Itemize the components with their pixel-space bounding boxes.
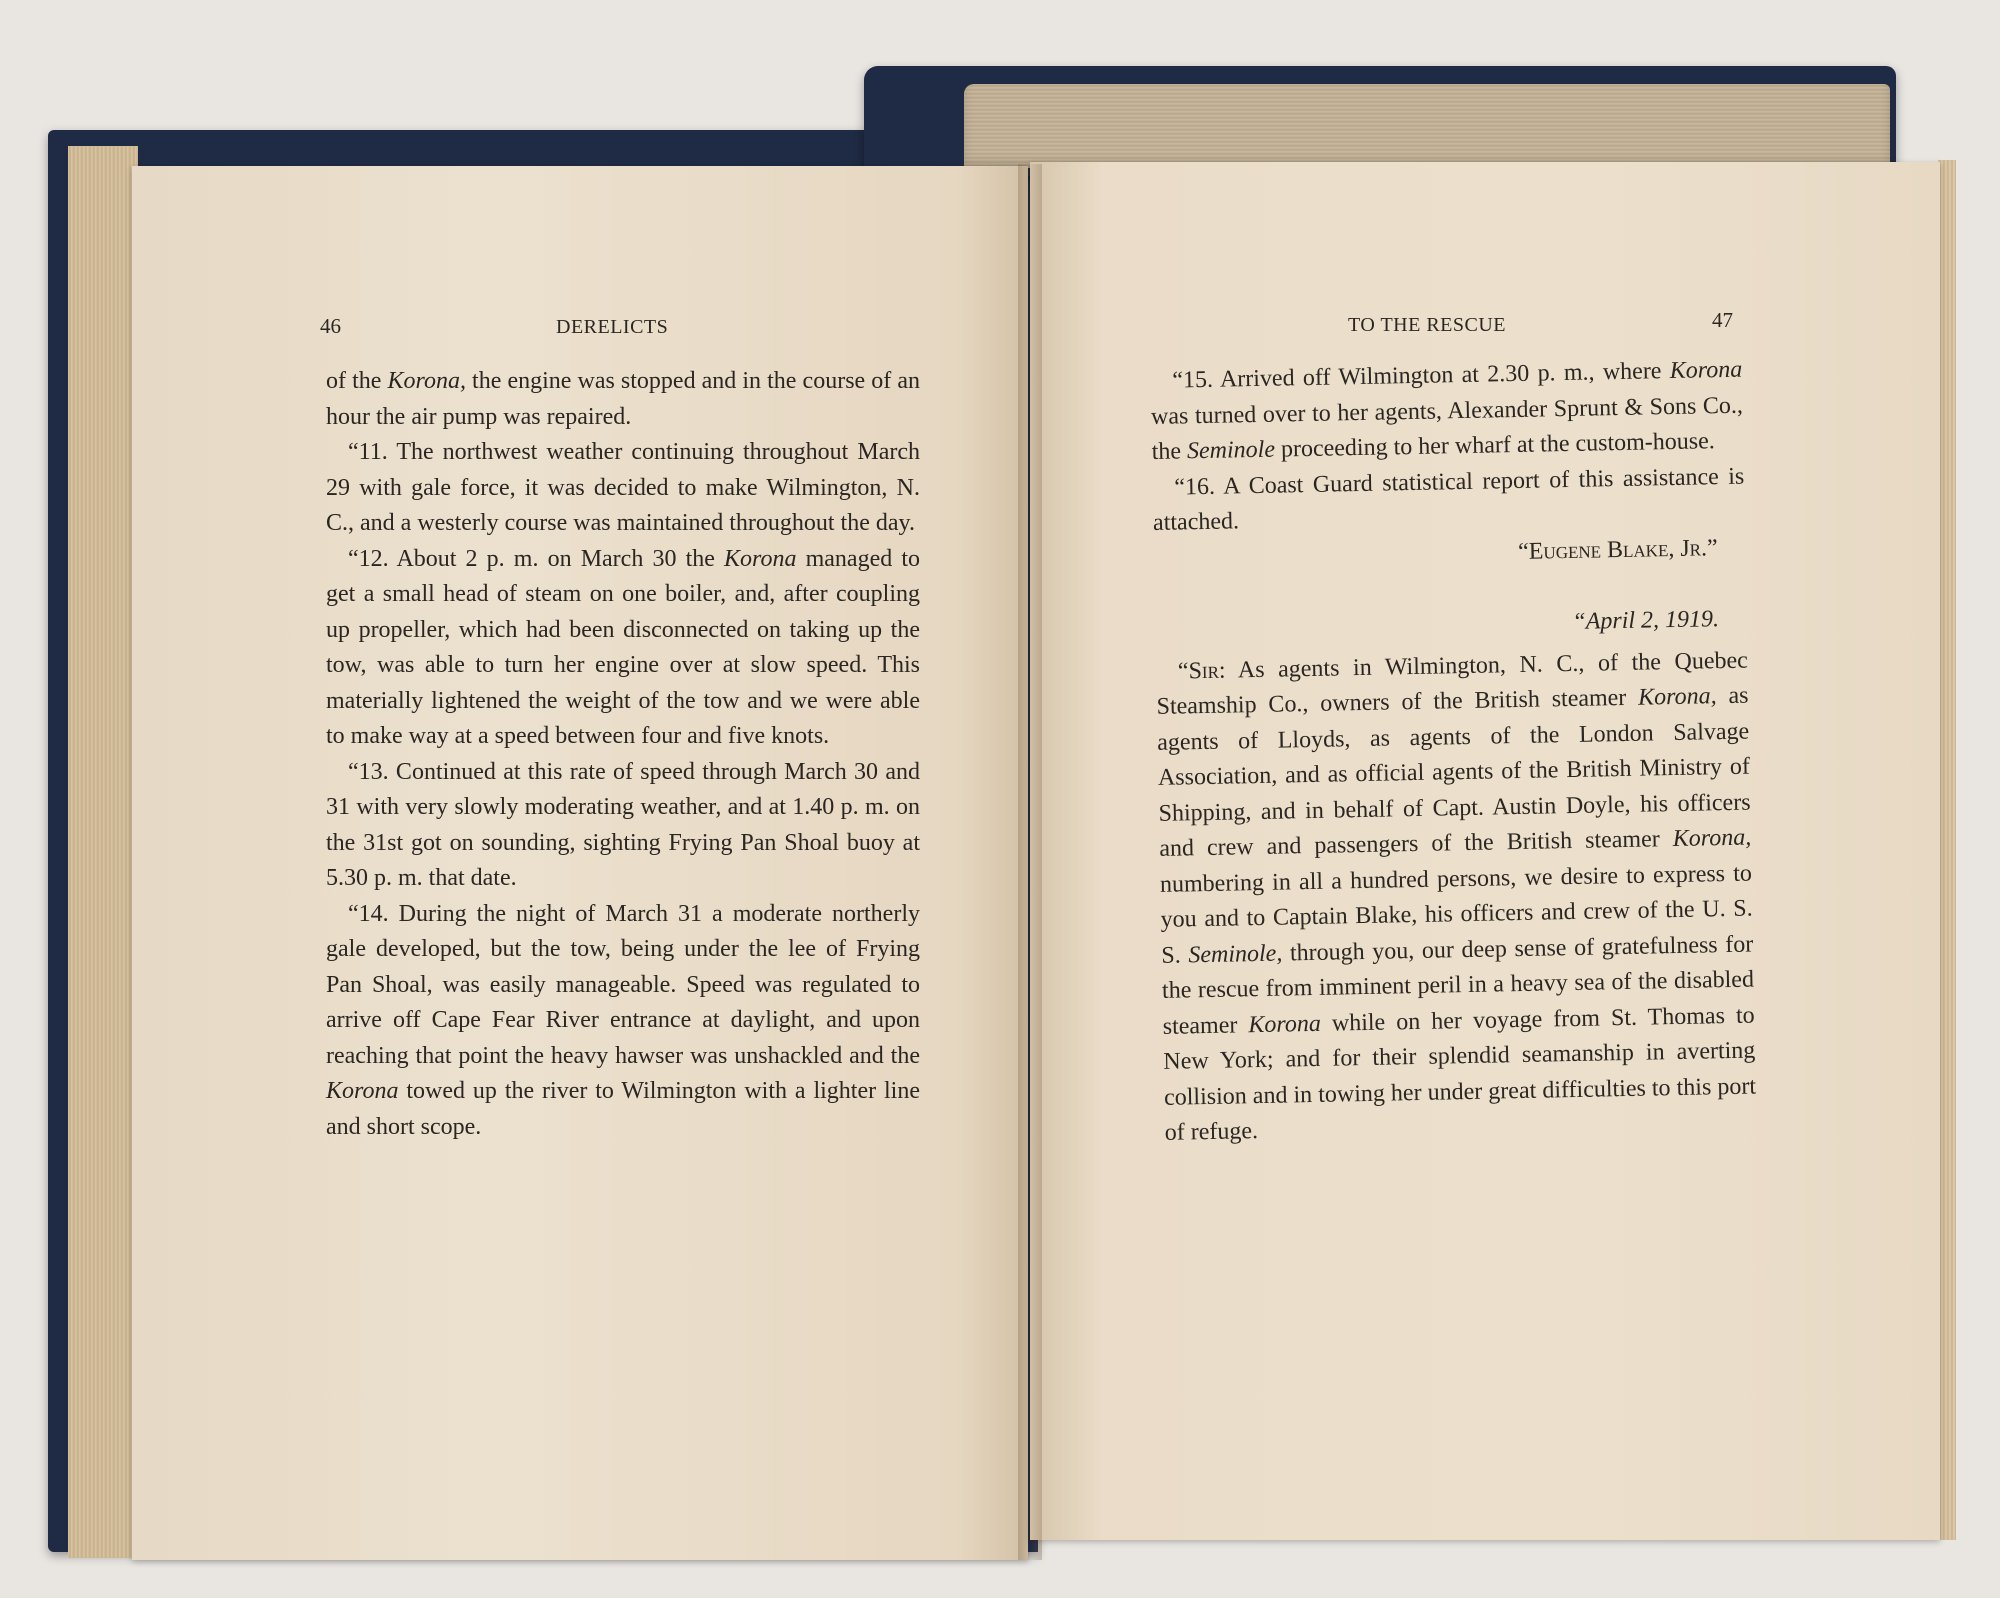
right-running-head: TO THE RESCUE [1348,314,1506,336]
paragraph-14 [326,897,920,1146]
right-page-body [1150,353,1757,1152]
ship-name: Seminole, [1188,940,1283,968]
text-run: “15. Arrived off Wilmington at 2.30 p. m., where [1172,358,1671,394]
text-run: towed up the river to Wilmington with a lighter line and short scope. [326,1078,920,1140]
paragraph-12 [326,542,920,755]
text-run: the engine was stopped and in the course of an hour the air pump was repaired. [326,368,920,430]
text-run: proceeding to her wharf at the custom-house. [1274,428,1716,463]
text-run: managed to get a small head of steam on one boiler, and, after coupling up propeller, which had been disconnected on taking up the tow, was able to turn her engine over at slow speed. This materially lightened the weight of the tow and we were able to make way at a speed between four and five knots. [326,545,921,749]
signature: “Eugene Blake, Jr.” [1517,534,1718,565]
letter-date: “April 2, 1919. [1572,606,1720,635]
page-edges-left [68,146,138,1558]
right-page-number: 47 [1712,308,1733,332]
page-edges-top [964,84,1890,168]
text-run: while on her voyage from St. Thomas to New York; and for their splendid seamanship in averting collision and in towing her under great difficulties to this port of refuge. [1163,1002,1757,1146]
ship-name: Seminole [1186,436,1276,465]
text-run: was turned over to her agents, Alexander Sprunt & Sons Co., the [1150,392,1744,465]
ship-name: Korona [724,545,797,572]
book-gutter [1018,164,1042,1560]
page-edges-right [1938,160,1956,1540]
ship-name: Korona, [1637,683,1717,711]
salutation: “Sir: [1177,657,1226,685]
paragraph-13: “13. Continued at this rate of speed through March 30 and 31 with very slowly moderating weather, and at 1.40 p. m. on the 31st got on sounding, sighting Frying Pan Shoal buoy at 5.30 p. m. that date. [326,758,920,891]
ship-name: Korona [1248,1010,1322,1038]
text-run: “12. About 2 p. m. on March 30 the [348,545,725,572]
left-running-head: DERELICTS [556,316,669,338]
paragraph-16: “16. A Coast Guard statistical report of this assistance is attached. [1152,463,1745,536]
text-run: through you, our deep sense of gratefulness for the rescue from imminent peril in a heavy sea of the disabled steamer [1161,931,1755,1040]
ship-name: Korona, [1672,824,1752,853]
ship-name: Korona [1669,356,1743,385]
paragraph-11: “11. The northwest weather continuing throughout March 29 with gale force, it was decided to make Wilmington, N. C., and a westerly course was maintained throughout the day. [326,439,920,536]
text-run: “14. During the night of March 31 a moderate northerly gale developed, but the tow, being under the lee of Frying Pan Shoal, was easily manageable. Speed was regulated to arrive off Cape Fear River entrance at daylight, and upon reaching that point the heavy hawser was unshackled and the [326,900,920,1069]
ship-name: Korona [326,1078,399,1104]
paragraph-15 [1150,353,1744,471]
text-run: numbering in all a hundred persons, we desire to express to you and to Captain Blake, his officers and crew of the U. S. S. [1159,860,1753,969]
left-page-body [326,364,920,1145]
left-page-number: 46 [320,314,341,338]
ship-name: Korona, [387,368,466,394]
paragraph [326,364,920,435]
text-run: as agents of Lloyds, as agents of the London Salvage Association, and as official agents of the British Ministry of Shipping, and in behalf of Capt. Austin Doyle, his officers and crew and passengers of the British steamer [1157,682,1751,862]
text-run: As agents in Wilmington, N. C., of the Quebec Steamship Co., owners of the British steamer [1156,647,1749,720]
text-run: of the [326,368,388,394]
letter-body [1156,643,1757,1151]
